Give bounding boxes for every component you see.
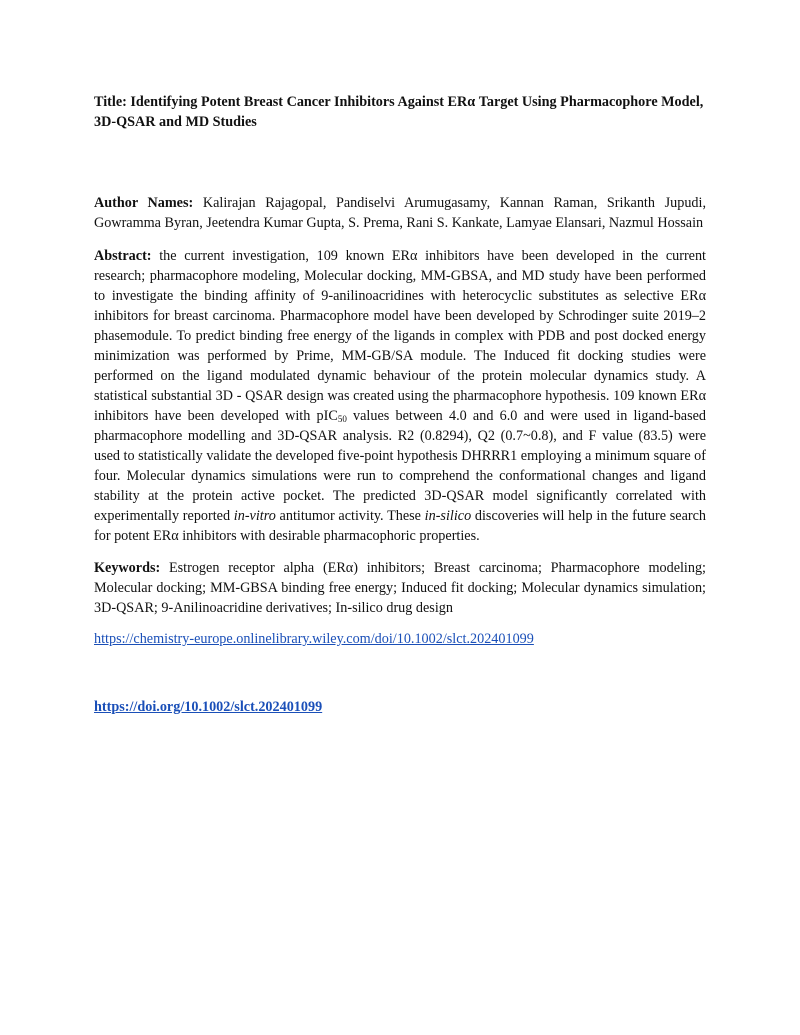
authors-label: Author Names: — [94, 195, 194, 211]
wiley-link[interactable]: https://chemistry-europe.onlinelibrary.wiley.com/doi/10.1002/slct.202401099 — [94, 631, 534, 647]
paper-title — [94, 92, 706, 132]
document-page — [94, 92, 706, 717]
title-text: Identifying Potent Breast Cancer Inhibitors Against ERα Target Using Pharmacophore Model, 3D-QSAR and MD Studies — [94, 94, 704, 130]
keywords-paragraph — [94, 558, 706, 618]
abstract-text-1: the current investigation, 109 known ERα inhibitors have been developed in the current research; pharmacophore modeling, Molecular docking, MM-GBSA, and MD study have been performed to investigate the binding affinity of 9-anilinoacridines with heterocyclic substitutes as selective ERα inhibitors for breast carcinoma. Pharmacophore model have been developed by Schrodinger suite 2019–2 phasemodule. To predict binding free energy of the ligands in complex with PDB and post docked energy minimization was performed by Prime, MM-GB/SA module. The Induced fit docking studies were performed on the ligand modulated dynamic behaviour of the protein molecular dynamics study. A statistical substantial 3D - QSAR design was created using the pharmacophore hypothesis. 109 known ERα inhibitors have been developed with pIC — [94, 248, 706, 424]
keywords-label: Keywords: — [94, 560, 161, 576]
doi-link[interactable]: https://doi.org/10.1002/slct.202401099 — [94, 699, 323, 715]
abstract-label: Abstract: — [94, 248, 152, 264]
abstract-paragraph — [94, 246, 706, 546]
abstract-italic-invitro: in-vitro — [233, 508, 276, 524]
doi-link-line — [94, 697, 706, 717]
abstract-text-2: values between 4.0 and 6.0 and were used in ligand-based pharmacophore modelling and 3D-QSAR analysis. R2 (0.8294), Q2 (0.7~0.8), and F value (83.5) were used to statistically validate the developed five-point hypothesis DHRRR1 employing a minimum square of four. Molecular dynamics simulations were run to comprehend the conformational changes and ligand stability at the protein active pocket. The predicted 3D-QSAR model significantly correlated with experimentally reported — [94, 408, 706, 524]
title-label: Title: — [94, 94, 127, 110]
authors-text: Kalirajan Rajagopal, Pandiselvi Arumugasamy, Kannan Raman, Srikanth Jupudi, Gowramma Byran, Jeetendra Kumar Gupta, S. Prema, Rani S. Kankate, Lamyae Elansari, Nazmul Hossain — [94, 195, 706, 231]
wiley-link-line — [94, 629, 706, 649]
abstract-subscript: 50 — [337, 414, 347, 424]
author-names — [94, 193, 706, 233]
keywords-text: Estrogen receptor alpha (ERα) inhibitors; Breast carcinoma; Pharmacophore modeling; Molecular docking; MM-GBSA binding free energy; Induced fit docking; Molecular dynamics simulation; 3D-QSAR; 9-Anilinoacridine derivatives; In-silico drug design — [94, 560, 707, 616]
abstract-italic-insilico: in-silico — [424, 508, 472, 524]
abstract-text-4: discoveries will help in the future search for potent ERα inhibitors with desirable pharmacophoric properties. — [94, 508, 706, 544]
abstract-text-3: antitumor activity. These — [275, 508, 425, 524]
